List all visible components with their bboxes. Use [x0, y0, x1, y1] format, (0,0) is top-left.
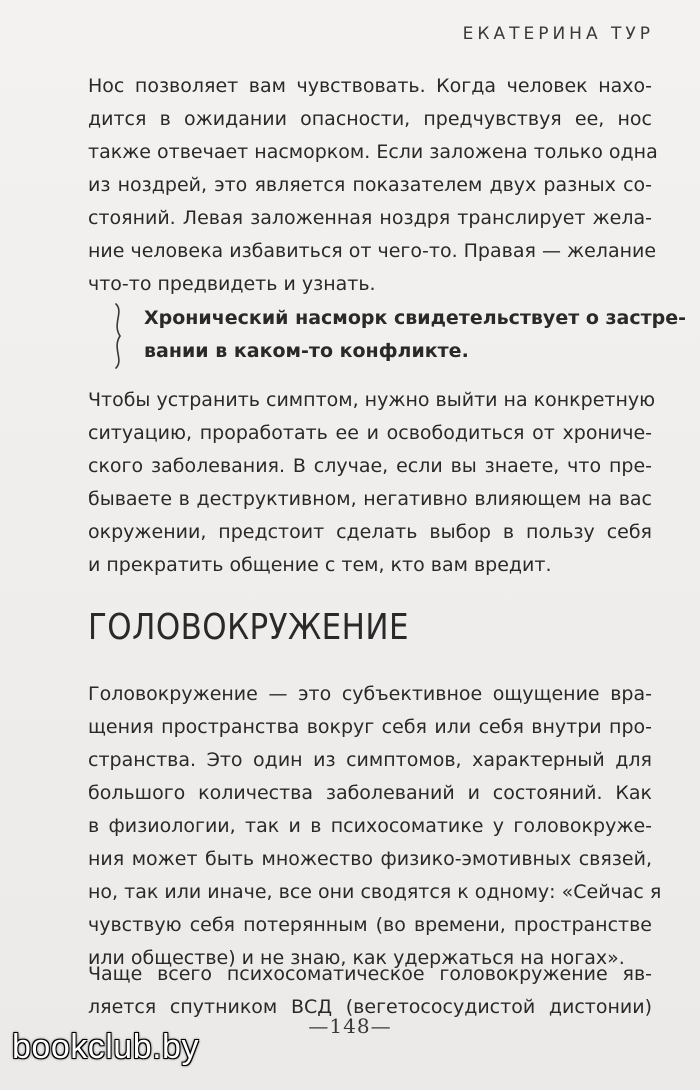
text-line: бываете в деструктивном, негативно влияющем на вас [88, 488, 652, 510]
paragraph-dizziness [88, 678, 662, 975]
text-line: дится в ожидании опасности, предчувствуя ее, нос [88, 108, 652, 130]
text-line: Нос позволяет вам чувствовать. Когда человек нахо- [88, 75, 652, 97]
text-line: ситуацию, проработать ее и освободиться от хрониче- [88, 422, 652, 444]
text-line: в физиологии, так и в психосоматике у головокруже- [88, 815, 652, 837]
paragraph-remedy [88, 384, 656, 582]
callout-quote [144, 302, 687, 368]
text-line: ния может быть множество физико-эмотивных связей, [88, 848, 652, 870]
text-line: из ноздрей, это является показателем двух разных со- [88, 174, 652, 196]
paragraph-nose [88, 70, 658, 301]
text-line: окружении, предстоит сделать выбор в пользу себя [88, 521, 652, 543]
quote-line: Хронический насморк свидетельствует о застре- [144, 307, 687, 329]
quote-bracket-icon [110, 302, 128, 370]
text-line: также отвечает насморком. Если заложена только одна [88, 141, 658, 163]
text-line: Чтобы устранить симптом, нужно выйти на конкретную [88, 389, 656, 411]
text-line: ляется спутником ВСД (вегетососудистой дистонии) [88, 996, 652, 1018]
text-line: ние человека избавиться от чего-то. Правая — желание [88, 240, 657, 262]
text-line: стояний. Левая заложенная ноздря транслирует жела- [88, 207, 652, 229]
text-line: чувствую себя потерянным (во времени, пространстве [88, 914, 652, 936]
quote-line: вании в каком-то конфликте. [144, 340, 469, 362]
site-watermark: bookclub.by [12, 1028, 199, 1066]
text-line: Чаще всего психосоматическое головокружение яв- [88, 963, 652, 985]
text-line: или обществе) и не знаю, как удержаться на ногах». [88, 947, 625, 969]
text-line: Головокружение — это субъективное ощущение вра- [88, 683, 652, 705]
text-line: но, так или иначе, все они сводятся к одному: «Сейчас я [88, 881, 662, 903]
text-line: большого количества заболеваний и состояний. Как [88, 782, 652, 804]
page-number: —148— [308, 1014, 392, 1038]
text-line: щения пространства вокруг себя или себя внутри про- [88, 716, 652, 738]
text-line: и прекратить общение с тем, кто вам вредит. [88, 554, 552, 576]
section-heading: ГОЛОВОКРУЖЕНИЕ [88, 607, 409, 648]
text-line: ского заболевания. В случае, если вы знаете, что пре- [88, 455, 652, 477]
text-line: что-то предвидеть и узнать. [88, 273, 376, 295]
text-line: странства. Это один из симптомов, характерный для [88, 749, 652, 771]
running-header-author: ЕКАТЕРИНА ТУР [462, 24, 654, 44]
